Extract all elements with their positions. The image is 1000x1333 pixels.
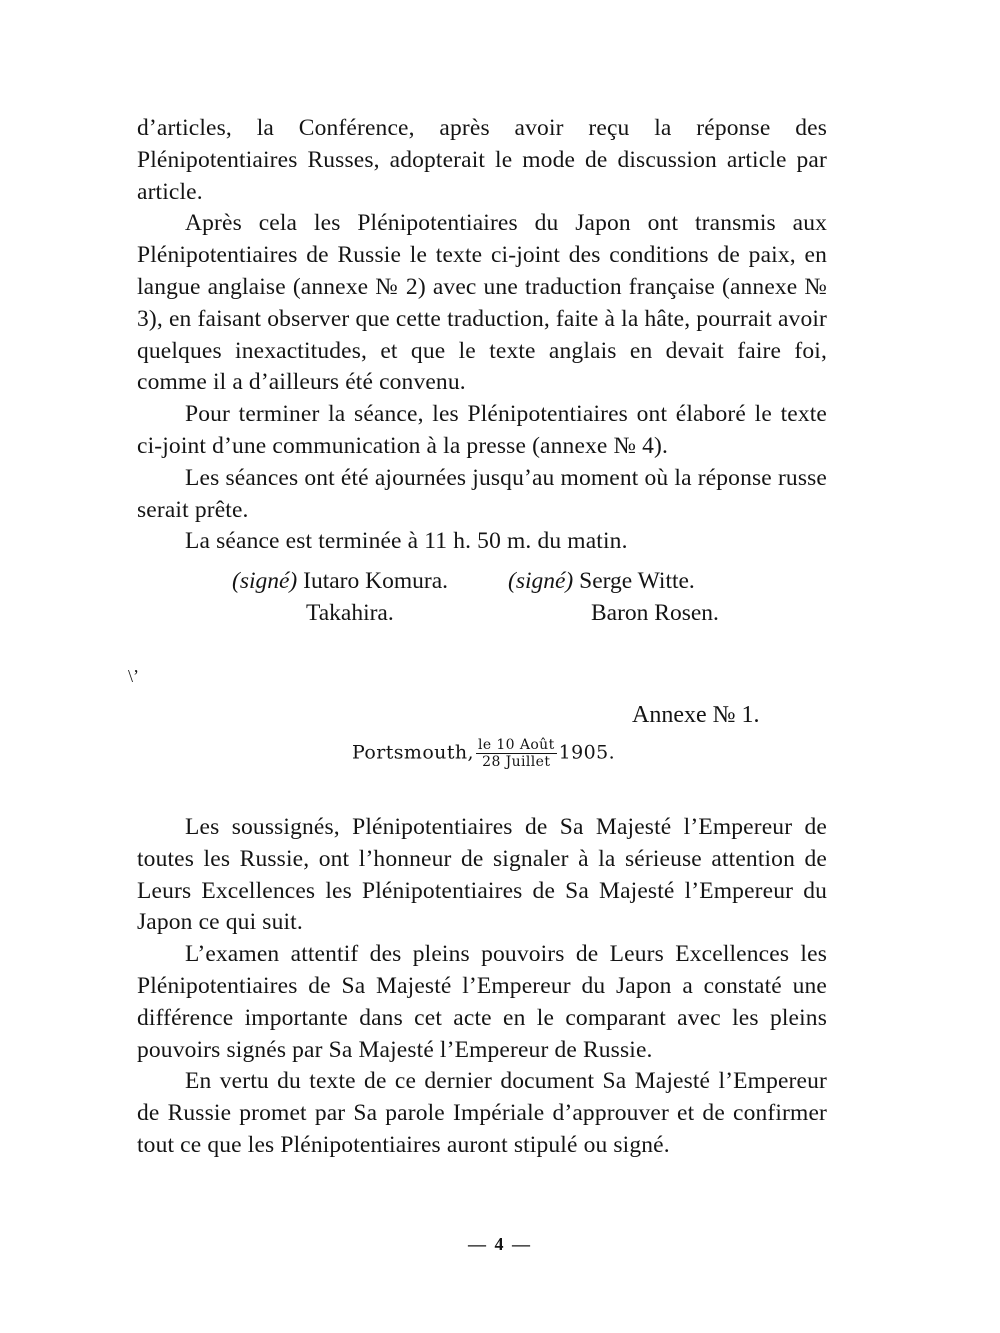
annex-paragraph-promise: En vertu du texte de ce dernier document Sa Majesté l’Empereur de Russie promet par Sa parole Impériale d’approuver et de confirmer tout ce que les Plénipotentiaires auront stipulé ou signé. (137, 1068, 827, 1158)
signature-russia-second: Baron Rosen. (591, 600, 719, 626)
year: 1905. (558, 741, 616, 764)
signed-label: (signé) (232, 568, 298, 594)
annex-paragraph-examination: L’examen attentif des pleins pouvoirs de Leurs Excellences les Plénipotentiaires de Sa Majesté l’Empereur du Japon a constaté une différence importante dans cet acte en le comparant avec les pleins pouvoirs signés par Sa Majesté l’Empereur de Russie. (137, 941, 827, 1063)
date-julian: 28 Juillet (482, 754, 551, 770)
annex-title: Annexe № 1. (632, 702, 760, 728)
minutes-text (137, 113, 827, 558)
signature-japan (232, 566, 448, 598)
annex-dateline (352, 737, 615, 770)
paragraph-continuation: d’articles, la Conférence, après avoir reçu la réponse des Plénipotentiaires Russes, adopterait le mode de discussion article par article. (137, 115, 827, 205)
page-number: — 4 — (468, 1234, 532, 1254)
signed-label: (signé) (508, 568, 574, 594)
signature-japan-second: Takahira. (306, 600, 394, 626)
annex-paragraph-intro: Les soussignés, Plénipotentiaires de Sa Majesté l’Empereur de toutes les Russie, ont l’honneur de signaler à la sérieuse attention de Leurs Excellences les Plénipotentiaires de Sa Majesté l’Empereur du Japon ce qui suit. (137, 814, 827, 936)
place-name: Portsmouth, (352, 741, 474, 764)
date-gregorian: le 10 Août (477, 737, 555, 753)
signature-name: Serge Witte. (579, 568, 695, 594)
margin-mark: \’ (128, 666, 139, 686)
paragraph-closing: La séance est terminée à 11 h. 50 m. du matin. (185, 528, 628, 555)
paragraph-press: Pour terminer la séance, les Plénipotentiaires ont élaboré le texte ci-joint d’une communication à la presse (annexe № 4). (137, 401, 827, 459)
annex-text (137, 812, 827, 1162)
paragraph-adjournment: Les séances ont été ajournées jusqu’au moment où la réponse russe serait prête. (137, 464, 827, 523)
signature-name: Iutaro Komura. (303, 568, 449, 594)
paragraph-transmission: Après cela les Plénipotentiaires du Japon ont transmis aux Plénipotentiaires de Russie le texte ci-joint des conditions de paix, en langue anglaise (annexe № 2) avec une traduction française (annexe № 3), en faisant observer que cette traduction, faite à la hâte, pourrait avoir quelques inexactitudes, et que le texte anglais en devait faire foi, comme il a d’ailleurs été convenu. (137, 210, 827, 396)
signature-russia (508, 566, 695, 598)
date-fraction (476, 737, 557, 770)
